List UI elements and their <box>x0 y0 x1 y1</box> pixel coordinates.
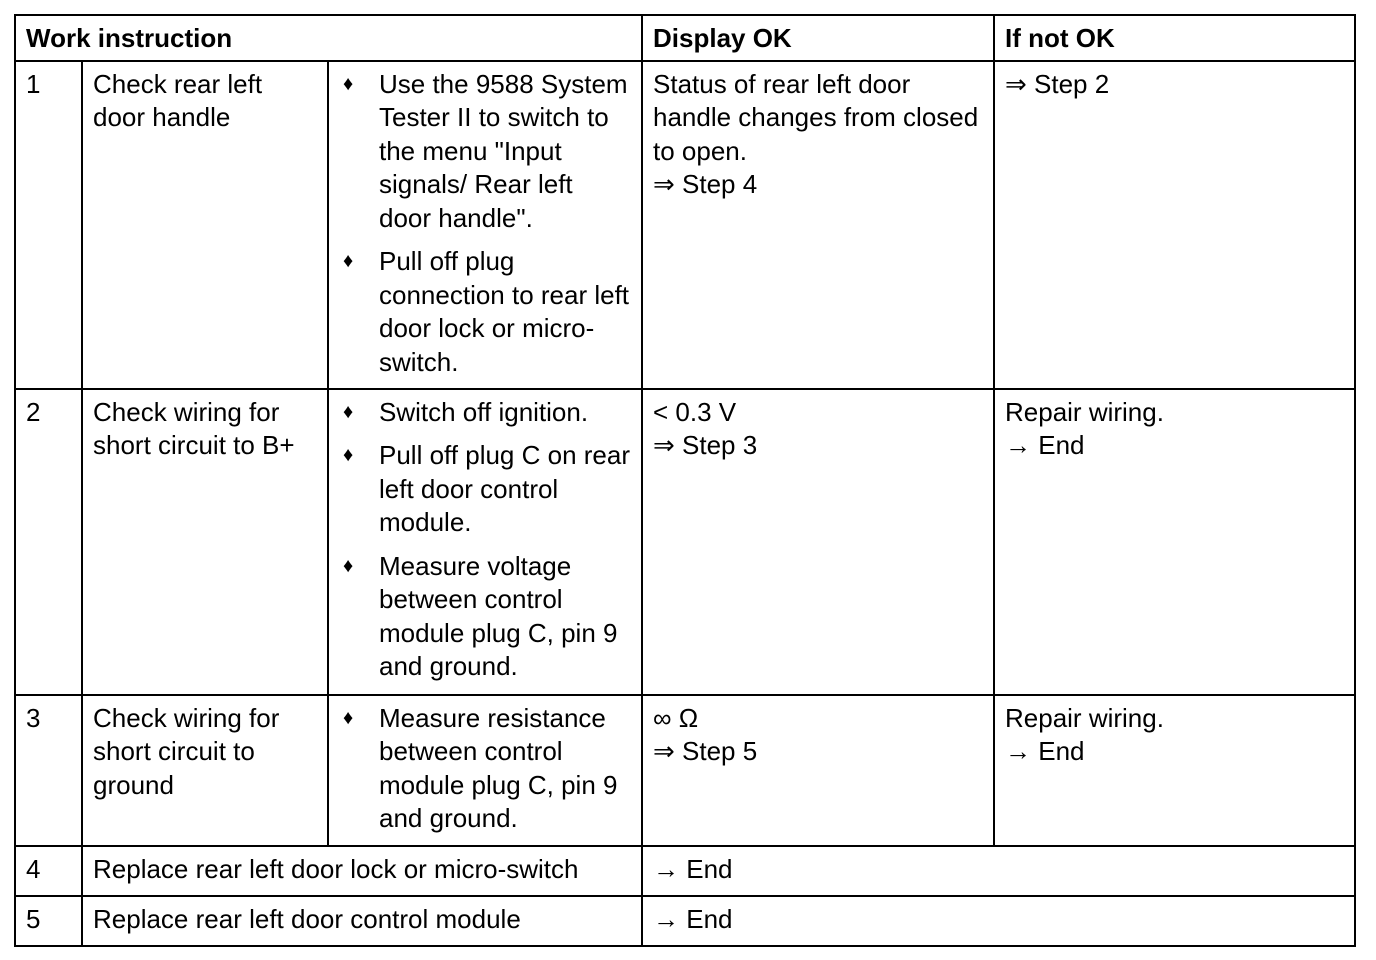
if-not-ok-cell <box>994 61 1355 389</box>
header-if-not-ok: If not OK <box>994 15 1355 61</box>
display-ok-text: Status of rear left door handle changes from closed to open. <box>653 68 979 166</box>
if-not-ok-next-step: → End <box>1005 430 1085 460</box>
action-text: Switch off ignition. <box>379 396 589 427</box>
header-row <box>15 15 1355 61</box>
if-not-ok-cell <box>994 695 1355 846</box>
step-task: Check wiring for short circuit to ground <box>82 695 328 846</box>
list-item <box>339 439 631 540</box>
diamond-bullet-icon: ♦ <box>343 400 354 423</box>
table-row <box>15 896 1355 946</box>
if-not-ok-next-step: → End <box>1005 736 1085 766</box>
step-actions <box>328 389 642 695</box>
if-not-ok-text: Repair wiring. <box>1005 702 1164 733</box>
action-text: Pull off plug C on rear left door control module. <box>379 440 630 537</box>
if-not-ok-next-step: ⇒ Step 2 <box>1005 68 1110 99</box>
list-item <box>339 68 631 236</box>
if-not-ok-text: Repair wiring. <box>1005 396 1164 427</box>
list-item <box>339 245 631 379</box>
display-ok-next-step: ⇒ Step 4 <box>653 169 758 199</box>
diamond-bullet-icon: ♦ <box>343 250 354 272</box>
step-number: 2 <box>15 389 82 695</box>
step-task: Replace rear left door lock or micro-switch <box>82 846 642 896</box>
display-ok-next-step: ⇒ Step 5 <box>653 736 758 766</box>
display-ok-text: < 0.3 V <box>653 396 737 427</box>
step-number: 1 <box>15 61 82 389</box>
display-ok-cell <box>642 389 994 695</box>
step-actions <box>328 695 642 846</box>
action-text: Measure voltage between control module plug C, pin 9 and ground. <box>379 550 618 681</box>
action-text: Pull off plug connection to rear left door lock or micro-switch. <box>379 246 630 377</box>
step-task: Check wiring for short circuit to B+ <box>82 389 328 695</box>
step-task: Replace rear left door control module <box>82 896 642 946</box>
step-actions <box>328 61 642 389</box>
table-row <box>15 61 1355 389</box>
diamond-bullet-icon: ♦ <box>343 706 354 729</box>
header-work-instruction: Work instruction <box>15 15 642 61</box>
step-task: Check rear left door handle <box>82 61 328 389</box>
table-row <box>15 695 1355 846</box>
result-cell: → End <box>642 846 1355 896</box>
display-ok-cell <box>642 61 994 389</box>
list-item <box>339 550 631 684</box>
table-row <box>15 846 1355 896</box>
diamond-bullet-icon: ♦ <box>343 72 354 95</box>
step-number: 5 <box>15 896 82 946</box>
diamond-bullet-icon: ♦ <box>343 444 354 466</box>
action-text: Use the 9588 System Tester II to switch to the menu "Input signals/ Rear left door handle". <box>379 68 628 233</box>
header-display-ok: Display OK <box>642 15 994 61</box>
list-item <box>339 702 631 836</box>
if-not-ok-cell <box>994 389 1355 695</box>
diamond-bullet-icon: ♦ <box>343 554 354 577</box>
display-ok-next-step: ⇒ Step 3 <box>653 430 758 460</box>
step-number: 3 <box>15 695 82 846</box>
list-item <box>339 396 631 430</box>
work-instruction-table <box>14 14 1356 947</box>
step-number: 4 <box>15 846 82 896</box>
action-text: Measure resistance between control module plug C, pin 9 and ground. <box>379 702 618 833</box>
table-row <box>15 389 1355 695</box>
display-ok-text: ∞ Ω <box>653 702 699 733</box>
result-cell: → End <box>642 896 1355 946</box>
display-ok-cell <box>642 695 994 846</box>
